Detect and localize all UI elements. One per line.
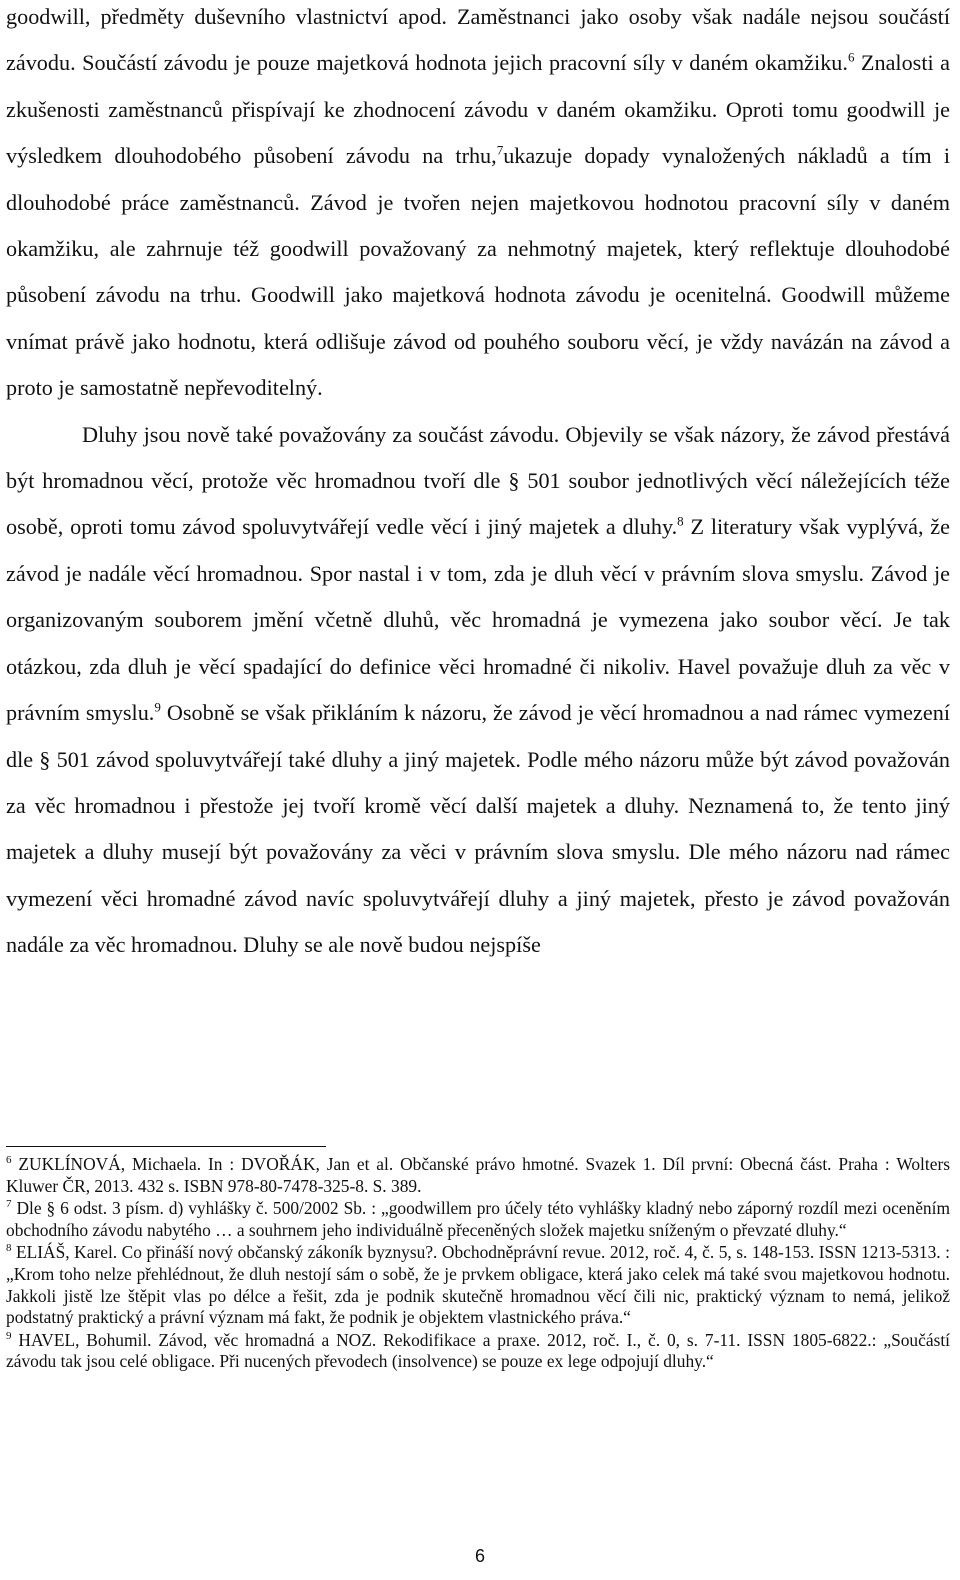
paragraph-1-text-c: ukazuje dopady vynaložených nákladů a tím i dlouhodobé práce zaměstnanců. Závod je tvořen nejen majetkovou hodnotou pracovní síly v daném okamžiku, ale zahrnuje též goodwill považovaný za nehmotný majetek, který reflektuje dlouhodobé působení závodu na trhu. Goodwill jako majetková hodnota závodu je ocenitelná. Goodwill můžeme vnímat právě jako hodnotu, která odlišuje závod od pouhého souboru věcí, je vždy navázán na závod a proto je samostatně nepřevoditelný. bbox=[6, 143, 950, 401]
footnote-6 bbox=[6, 1154, 950, 1197]
footnote-divider bbox=[6, 1146, 326, 1147]
footnote-text: ELIÁŠ, Karel. Co přináší nový občanský zákoník byznysu?. Obchodněprávní revue. 2012, roč. 4, č. 5, s. 148-153. ISSN 1213-5313. :„Krom toho nelze přehlédnout, že dluh nestojí sám o sobě, že je prvkem obligace, která jako celek má také svou majetkovou hodnotu. Jakkoli jistě lze štěpit vlas po délce a řešit, zda je podnik skutečně hromadnou věcí čili nic, praktický význam to nemá, jelikož podstatný praktický a právní význam má fakt, že podnik je objektem vlastnického práva.“ bbox=[6, 1242, 950, 1328]
footnotes bbox=[6, 1154, 950, 1374]
paragraph-1-text-a: goodwill, předměty duševního vlastnictví apod. Zaměstnanci jako osoby však nadále nejsou součástí závodu. Součástí závodu je pouze majetková hodnota jejich pracovní síly v daném okamžiku. bbox=[6, 4, 950, 76]
paragraph-2-text-b: Z literatury však vyplývá, že závod je nadále věcí hromadnou. Spor nastal i v tom, zda je dluh věcí v právním slova smyslu. Závod je organizovaným souborem jmění včetně dluhů, věc hromadná je vymezena jako soubor věcí. Je tak otázkou, zda dluh je věcí spadající do definice věci hromadné či nikoliv. Havel považuje dluh za věc v právním smyslu. bbox=[6, 514, 950, 726]
main-text bbox=[6, 0, 950, 969]
footnote-text: ZUKLÍNOVÁ, Michaela. In : DVOŘÁK, Jan et al. Občanské právo hmotné. Svazek 1. Díl první: Obecná část. Praha : Wolters Kluwer ČR, 2013. 432 s. ISBN 978-80-7478-325-8. S. 389. bbox=[6, 1154, 950, 1196]
paragraph-2-text-c: Osobně se však přikláním k názoru, že závod je věcí hromadnou a nad rámec vymezení dle § 501 závod spoluvytvářejí také dluhy a jiný majetek. Podle mého názoru může být závod považován za věc hromadnou i přestože jej tvoří kromě věcí další majetek a dluhy. Neznamená to, že tento jiný majetek a dluhy musejí být považovány za věci v právním slova smyslu. Dle mého názoru nad rámec vymezení věci hromadné závod navíc spoluvytvářejí dluhy a jiný majetek, přesto je závod považován nadále za věc hromadnou. Dluhy se ale nově budou nejspíše bbox=[6, 700, 950, 958]
page-number: 6 bbox=[474, 1546, 485, 1566]
footnote-ref-9[interactable]: 9 bbox=[154, 699, 161, 715]
footnote-9 bbox=[6, 1330, 950, 1373]
paragraph-1 bbox=[6, 0, 950, 412]
footnote-text: Dle § 6 odst. 3 písm. d) vyhlášky č. 500/2002 Sb. : „goodwillem pro účely této vyhlášky kladný nebo záporný rozdíl mezi oceněním obchodního závodu nabytého … a souhrnem jeho individuálně přeceněných složek majetku sníženým o převzaté dluhy.“ bbox=[6, 1198, 950, 1240]
footnote-number: 8 bbox=[6, 1242, 12, 1255]
footnote-ref-8[interactable]: 8 bbox=[677, 514, 684, 530]
footnote-8 bbox=[6, 1242, 950, 1328]
footnote-ref-6[interactable]: 6 bbox=[847, 50, 855, 66]
footnote-7 bbox=[6, 1198, 950, 1241]
footnote-text: HAVEL, Bohumil. Závod, věc hromadná a NOZ. Rekodifikace a praxe. 2012, roč. I., č. 0, s. 7-11. ISSN 1805-6822.: „Součástí závodu tak jsou celé obligace. Při nucených převodech (insolvence) se pouze ex lege odpojují dluhy.“ bbox=[6, 1329, 950, 1372]
footnote-number: 7 bbox=[6, 1198, 12, 1211]
paragraph-1-text-b: Znalosti a zkušenosti zaměstnanců přispívají ke zhodnocení závodu v daném okamžiku. Oproti tomu goodwill je výsledkem dlouhodobého působení závodu na trhu, bbox=[6, 50, 950, 169]
paragraph-2-text-a: Dluhy jsou nově také považovány za součást závodu. Objevily se však názory, že závod přestává být hromadnou věcí, protože věc hromadnou tvoří dle § 501 soubor jednotlivých věcí náležejících téže osobě, oproti tomu závod spoluvytvářejí vedle věcí i jiný majetek a dluhy. bbox=[6, 421, 950, 540]
footnote-number: 6 bbox=[6, 1154, 12, 1167]
footnote-number: 9 bbox=[6, 1329, 12, 1342]
paragraph-2 bbox=[6, 412, 950, 969]
footnote-ref-7[interactable]: 7 bbox=[496, 142, 504, 158]
